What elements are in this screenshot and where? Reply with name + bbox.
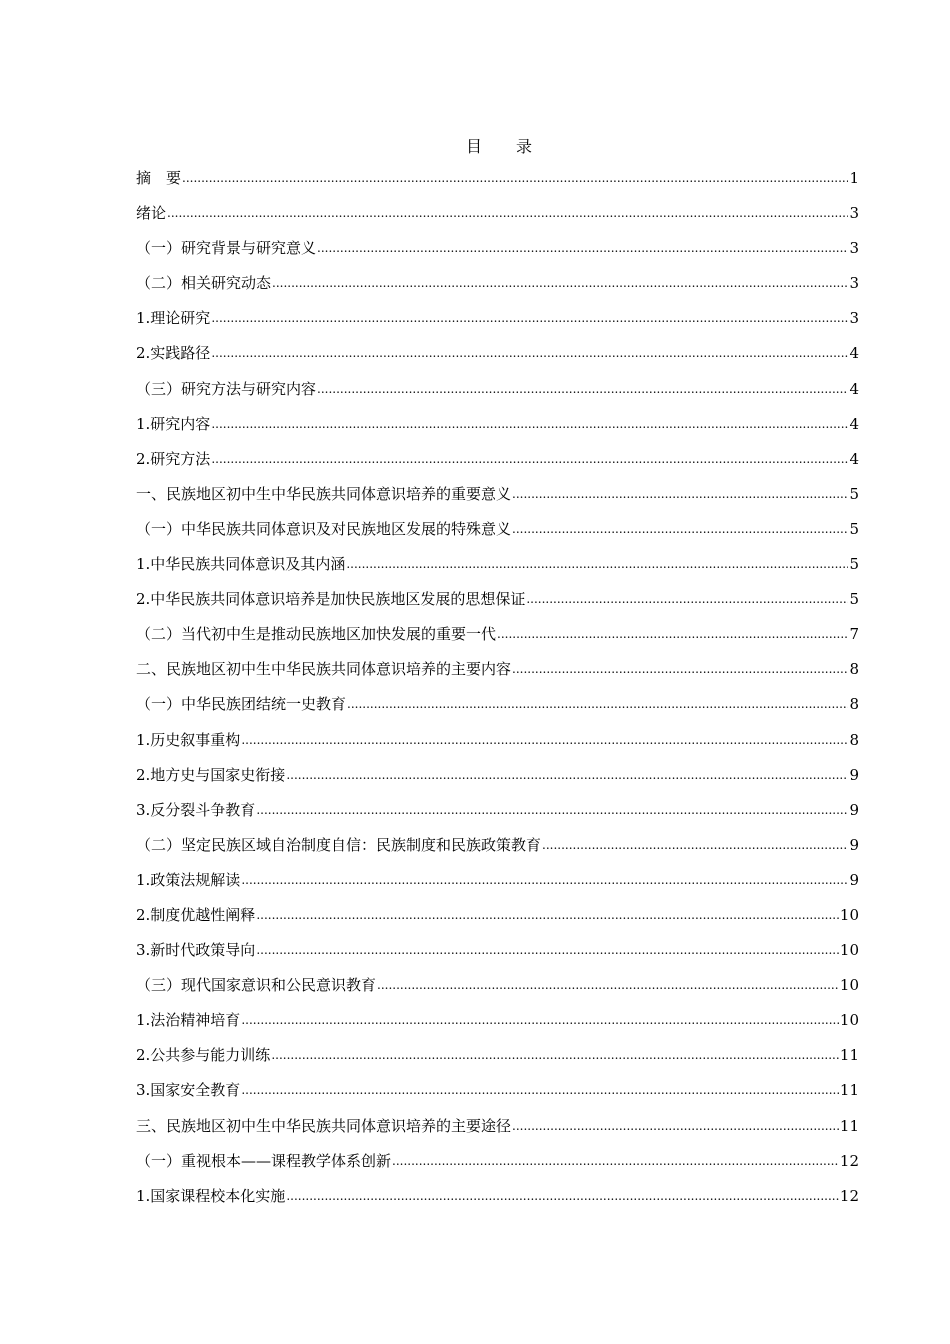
toc-dot-leader [167,202,848,224]
toc-entry-page-number: 8 [849,660,859,679]
toc-entry-page-number: 3 [849,274,859,293]
toc-entry[interactable] [136,167,859,202]
toc-entry-label: 一、民族地区初中生中华民族共同体意识培养的重要意义 [136,484,512,503]
toc-entry-label: 2.公共参与能力训练 [136,1046,271,1065]
toc-entry-page-number: 4 [849,414,859,433]
toc-dot-leader [512,518,848,540]
toc-dot-leader [211,448,848,470]
toc-entry-label: 1.研究内容 [136,414,211,433]
toc-entry[interactable] [136,202,859,237]
toc-dot-leader [542,834,848,856]
toc-entry[interactable] [136,658,859,693]
toc-title [0,136,950,158]
toc-entry-page-number: 9 [849,835,859,854]
toc-entry-label: 1.理论研究 [136,309,211,328]
toc-entry-page-number: 3 [849,239,859,258]
toc-dot-leader [241,729,848,751]
table-of-contents [136,167,859,1220]
toc-entry-page-number: 5 [849,555,859,574]
toc-dot-leader [256,799,848,821]
toc-entry-label: 3.新时代政策导向 [136,941,256,960]
toc-entry[interactable] [136,799,859,834]
toc-entry-label: （三）研究方法与研究内容 [136,379,317,398]
toc-entry-label: 1.中华民族共同体意识及其内涵 [136,555,346,574]
toc-dot-leader [241,1079,839,1101]
toc-entry-label: 1.政策法规解读 [136,870,241,889]
toc-entry-page-number: 8 [849,695,859,714]
toc-dot-leader [512,1115,839,1137]
toc-entry[interactable] [136,483,859,518]
toc-entry[interactable] [136,272,859,307]
toc-entry-page-number: 4 [849,379,859,398]
toc-entry-label: 1.国家课程校本化实施 [136,1186,286,1205]
toc-entry-page-number: 4 [849,344,859,363]
toc-entry-page-number: 12 [839,1151,859,1170]
toc-entry-page-number: 9 [849,800,859,819]
toc-entry-label: （一）中华民族共同体意识及对民族地区发展的特殊意义 [136,519,512,538]
toc-entry-page-number: 5 [849,484,859,503]
toc-dot-leader [526,588,848,610]
toc-entry[interactable] [136,237,859,272]
toc-entry-page-number: 8 [849,730,859,749]
toc-entry-page-number: 10 [839,941,859,960]
toc-entry-page-number: 5 [849,519,859,538]
toc-entry-page-number: 3 [849,204,859,223]
toc-title-right: 录 [516,137,533,156]
toc-entry-label: 3.反分裂斗争教育 [136,800,256,819]
toc-dot-leader [256,939,839,961]
toc-entry-page-number: 11 [839,1046,859,1065]
toc-dot-leader [392,1150,839,1172]
toc-entry-page-number: 10 [839,1011,859,1030]
toc-entry-page-number: 11 [839,1116,859,1135]
toc-dot-leader [241,1009,839,1031]
toc-entry[interactable] [136,974,859,1009]
toc-entry-label: （三）现代国家意识和公民意识教育 [136,976,377,995]
toc-dot-leader [512,483,848,505]
toc-entry[interactable] [136,1185,859,1220]
toc-entry-page-number: 10 [839,976,859,995]
toc-entry-label: （二）相关研究动态 [136,274,272,293]
toc-entry[interactable] [136,1079,859,1114]
toc-entry-label: 2.研究方法 [136,449,211,468]
toc-dot-leader [272,272,848,294]
toc-entry[interactable] [136,588,859,623]
toc-dot-leader [497,623,848,645]
toc-dot-leader [286,764,848,786]
toc-entry-page-number: 3 [849,309,859,328]
toc-entry[interactable] [136,378,859,413]
toc-entry[interactable] [136,1009,859,1044]
toc-entry-label: 2.地方史与国家史衔接 [136,765,286,784]
toc-dot-leader [211,413,848,435]
toc-entry-page-number: 10 [839,905,859,924]
toc-dot-leader [211,342,848,364]
toc-dot-leader [256,904,839,926]
toc-entry[interactable] [136,904,859,939]
toc-entry-label: （一）重视根本——课程教学体系创新 [136,1151,392,1170]
toc-dot-leader [286,1185,839,1207]
toc-entry[interactable] [136,834,859,869]
toc-dot-leader [317,237,848,259]
toc-entry-label: 三、民族地区初中生中华民族共同体意识培养的主要途径 [136,1116,512,1135]
toc-entry-label: （一）中华民族团结统一史教育 [136,695,347,714]
toc-dot-leader [271,1044,839,1066]
toc-entry-label: （二）坚定民族区域自治制度自信：民族制度和民族政策教育 [136,835,542,854]
toc-dot-leader [346,553,848,575]
toc-entry[interactable] [136,623,859,658]
toc-entry-page-number: 11 [839,1081,859,1100]
toc-entry-label: 2.中华民族共同体意识培养是加快民族地区发展的思想保证 [136,590,526,609]
toc-entry-label: 2.实践路径 [136,344,211,363]
toc-entry-label: （一）研究背景与研究意义 [136,239,317,258]
toc-entry-label: 3.国家安全教育 [136,1081,241,1100]
toc-entry[interactable] [136,307,859,342]
toc-entry-page-number: 4 [849,449,859,468]
toc-entry[interactable] [136,448,859,483]
toc-entry[interactable] [136,939,859,974]
toc-entry-page-number: 9 [849,870,859,889]
toc-dot-leader [317,378,848,400]
toc-entry[interactable] [136,764,859,799]
toc-entry-page-number: 7 [849,625,859,644]
toc-entry[interactable] [136,553,859,588]
toc-dot-leader [377,974,839,996]
toc-entry[interactable] [136,1044,859,1079]
toc-dot-leader [182,167,848,189]
toc-entry-label: 1.历史叙事重构 [136,730,241,749]
toc-title-left: 目 [465,137,482,156]
toc-entry-label: 绪论 [136,204,167,223]
toc-entry-label: 二、民族地区初中生中华民族共同体意识培养的主要内容 [136,660,512,679]
toc-entry-page-number: 9 [849,765,859,784]
toc-entry[interactable] [136,693,859,728]
toc-entry[interactable] [136,518,859,553]
toc-entry-label: 1.法治精神培育 [136,1011,241,1030]
toc-entry[interactable] [136,1115,859,1150]
toc-dot-leader [512,658,848,680]
toc-entry[interactable] [136,869,859,904]
toc-entry[interactable] [136,1150,859,1185]
toc-dot-leader [211,307,848,329]
toc-entry-label: （二）当代初中生是推动民族地区加快发展的重要一代 [136,625,497,644]
toc-entry[interactable] [136,342,859,377]
toc-entry-page-number: 1 [849,169,859,187]
toc-entry-page-number: 5 [849,590,859,609]
toc-entry-page-number: 12 [839,1186,859,1205]
toc-entry-label: 摘 要 [136,169,182,187]
toc-entry[interactable] [136,413,859,448]
toc-dot-leader [347,693,848,715]
toc-dot-leader [241,869,848,891]
toc-entry-label: 2.制度优越性阐释 [136,905,256,924]
toc-entry[interactable] [136,729,859,764]
